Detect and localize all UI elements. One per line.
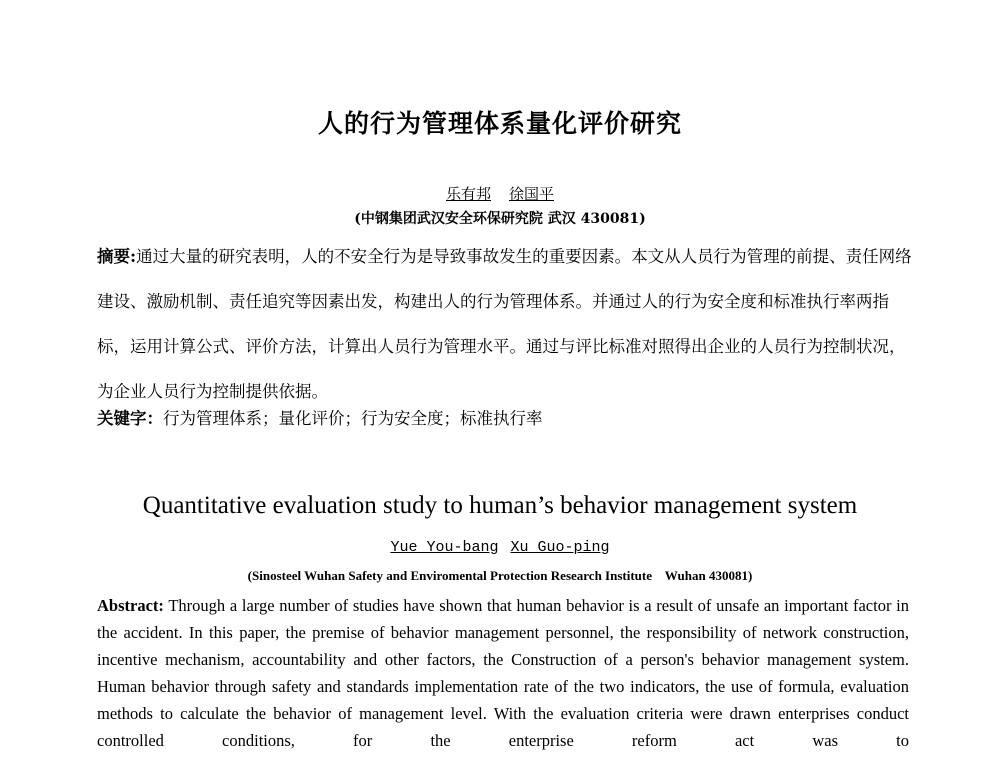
english-authors xyxy=(0,539,1000,556)
chinese-abstract xyxy=(97,234,917,414)
chinese-keywords xyxy=(97,404,917,434)
english-affiliation: (Sinosteel Wuhan Safety and Enviromental Protection Research Institute Wuhan 430081) xyxy=(247,568,753,583)
chinese-affiliation: (中钢集团武汉安全环保研究院 武汉 430081) xyxy=(354,211,646,227)
chinese-authors xyxy=(0,183,1000,204)
english-abstract xyxy=(97,592,909,754)
chinese-keywords-text: 行为管理体系；量化评价；行为安全度；标准执行率 xyxy=(163,409,543,428)
chinese-abstract-label: 摘要: xyxy=(97,247,137,266)
chinese-abstract-text: 通过大量的研究表明，人的不安全行为是导致事故发生的重要因素。本文从人员行为管理的前提、责任网络建设、激励机制、责任追究等因素出发，构建出人的行为管理体系。并通过人的行为安全度和标准执行率两指标，运用计算公式、评价方法，计算出人员行为管理水平。通过与评比标准对照得出企业的人员行为控制状况，为企业人员行为控制提供依据。 xyxy=(97,247,912,401)
english-abstract-label: Abstract: xyxy=(97,596,164,615)
english-abstract-text: Through a large number of studies have shown that human behavior is a result of unsafe an important factor in the accident. In this paper, the premise of behavior management personnel, the responsibility of network construction, incentive mechanism, accountability and other factors, the Construction of a person's behavior management system. Human behavior through safety and standards implementation rate of the two indicators, the use of formula, evaluation methods to calculate the behavior of management level. With the evaluation criteria were drawn enterprises conduct controlled conditions, for the enterprise reform act was to xyxy=(97,596,910,750)
english-title: Quantitative evaluation study to human’s behavior management system xyxy=(142,492,858,519)
chinese-title: 人的行为管理体系量化评价研究 xyxy=(317,109,682,138)
chinese-keywords-label: 关键字： xyxy=(97,409,163,428)
english-author-2: Xu Guo-ping xyxy=(510,539,610,556)
english-author-1: Yue You-bang xyxy=(390,539,499,556)
chinese-author-1: 乐有邦 xyxy=(445,185,491,203)
chinese-author-2: 徐国平 xyxy=(509,185,555,203)
